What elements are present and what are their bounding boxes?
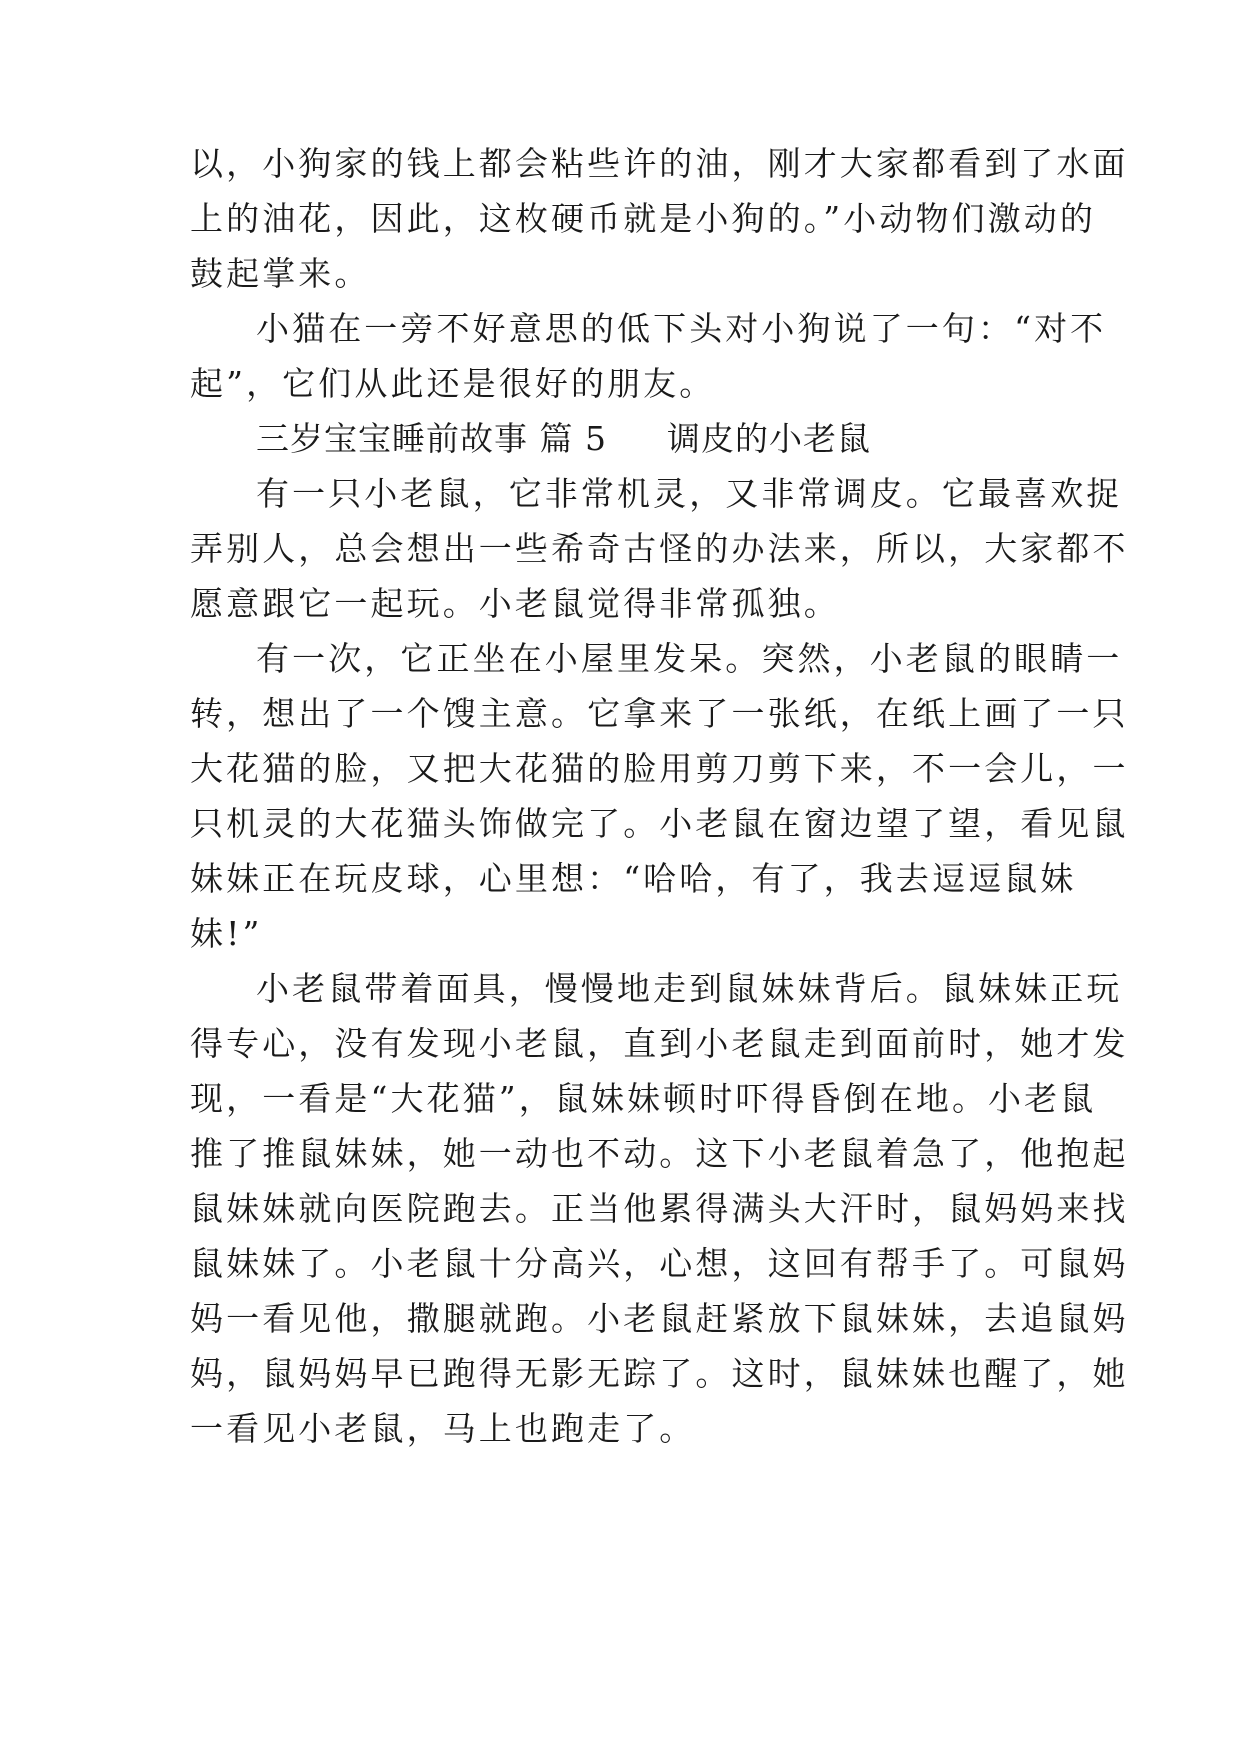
text-line: 愿意跟它一起玩。小老鼠觉得非常孤独。 xyxy=(190,584,840,623)
text-line: 鼓起掌来。 xyxy=(190,254,371,293)
text-line: 妈一看见他，撒腿就跑。小老鼠赶紧放下鼠妹妹，去追鼠妈 xyxy=(190,1299,1129,1338)
text-line: 转，想出了一个馊主意。它拿来了一张纸，在纸上画了一只 xyxy=(190,694,1129,733)
story-title: 调皮的小老鼠 xyxy=(667,419,871,458)
text-line: 一看见小老鼠，马上也跑走了。 xyxy=(190,1409,696,1448)
text-line: 现，一看是“大花猫”，鼠妹妹顿时吓得昏倒在地。小老鼠 xyxy=(190,1079,1097,1118)
text-line: 有一次，它正坐在小屋里发呆。突然，小老鼠的眼睛一 xyxy=(256,639,1123,678)
series-title: 三岁宝宝睡前故事 xyxy=(256,419,528,458)
text-line: 小猫在一旁不好意思的低下头对小狗说了一句：“对不 xyxy=(256,309,1107,348)
text-line: 有一只小老鼠，它非常机灵，又非常调皮。它最喜欢捉 xyxy=(256,474,1123,513)
text-line: 小老鼠带着面具，慢慢地走到鼠妹妹背后。鼠妹妹正玩 xyxy=(256,969,1123,1008)
text-line: 鼠妹妹了。小老鼠十分高兴，心想，这回有帮手了。可鼠妈 xyxy=(190,1244,1129,1283)
text-line: 推了推鼠妹妹，她一动也不动。这下小老鼠着急了，他抱起 xyxy=(190,1134,1129,1173)
text-line: 大花猫的脸，又把大花猫的脸用剪刀剪下来，不一会儿，一 xyxy=(190,749,1129,788)
text-line: 起”，它们从此还是很好的朋友。 xyxy=(190,364,716,403)
text-line: 弄别人，总会想出一些希奇古怪的办法来，所以，大家都不 xyxy=(190,529,1129,568)
text-line: 以，小狗家的钱上都会粘些许的油，刚才大家都看到了水面 xyxy=(190,144,1129,183)
text-line: 只机灵的大花猫头饰做完了。小老鼠在窗边望了望，看见鼠 xyxy=(190,804,1129,843)
story-heading xyxy=(256,414,1136,464)
text-line: 妹!” xyxy=(190,914,263,953)
text-line: 得专心，没有发现小老鼠，直到小老鼠走到面前时，她才发 xyxy=(190,1024,1129,1063)
text-line: 鼠妹妹就向医院跑去。正当他累得满头大汗时，鼠妈妈来找 xyxy=(190,1189,1129,1228)
text-line: 妹妹正在玩皮球，心里想：“哈哈，有了，我去逗逗鼠妹 xyxy=(190,859,1077,898)
text-line: 妈，鼠妈妈早已跑得无影无踪了。这时，鼠妹妹也醒了，她 xyxy=(190,1354,1129,1393)
part-number: 篇 5 xyxy=(539,419,607,458)
text-line: 上的油花，因此，这枚硬币就是小狗的。”小动物们激动的 xyxy=(190,199,1096,238)
